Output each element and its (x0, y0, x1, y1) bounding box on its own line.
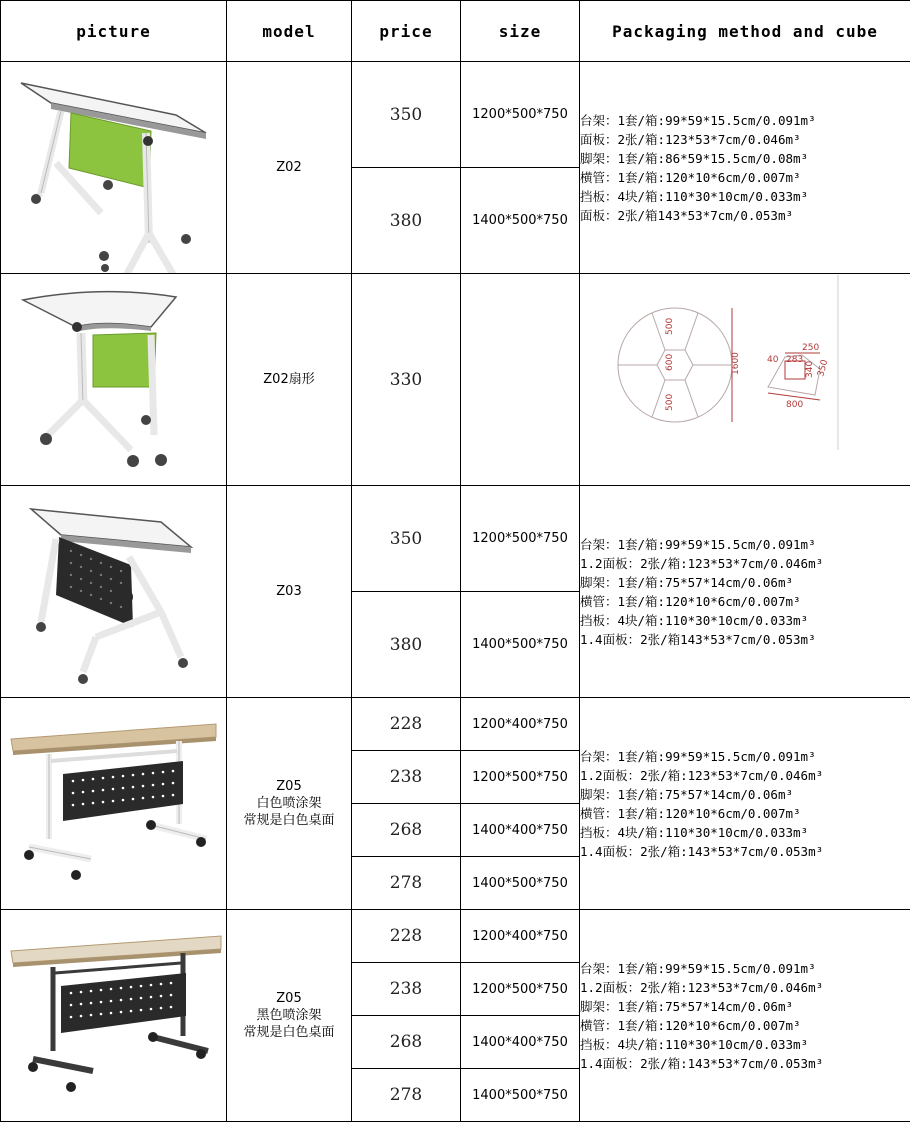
size-cell (461, 274, 580, 486)
folding-table-wood-white-frame-icon (1, 699, 225, 909)
packaging-line: 台架：1套/箱:99*59*15.5cm/0.091m³ (580, 960, 816, 976)
circle-label-bottom: 500 (665, 393, 675, 411)
trap-side-label: 350 (816, 358, 831, 378)
header-model: model (227, 1, 352, 62)
size-cell: 1400*500*750 (461, 857, 580, 910)
price-cell: 330 (352, 274, 461, 486)
folding-table-sector-icon (1, 275, 225, 485)
packaging-line: 台架：1套/箱:99*59*15.5cm/0.091m³ (580, 748, 816, 764)
packaging-line: 挡板：4块/箱:110*30*10cm/0.033m³ (580, 1036, 809, 1052)
product-image-z05-black (1, 910, 227, 1122)
packaging-line: 1.2面板：2张/箱:123*53*7cm/0.046m³ (580, 979, 824, 995)
size-cell: 1200*400*750 (461, 910, 580, 963)
packaging-line: 横管：1套/箱:120*10*6cm/0.007m³ (580, 169, 801, 185)
model-top-color: 常规是白色桌面 (243, 1025, 335, 1040)
model-z02-sector: Z02扇形 (227, 274, 352, 486)
packaging-line: 挡板：4块/箱:110*30*10cm/0.033m³ (580, 612, 809, 628)
packaging-line: 横管：1套/箱:120*10*6cm/0.007m³ (580, 593, 801, 609)
circle-label-mid: 600 (665, 353, 675, 371)
trap-bottom-label: 800 (786, 399, 804, 410)
trap-mid-label: 283 (786, 354, 804, 365)
packaging-z03 (580, 486, 910, 698)
packaging-line: 1.4面板：2张/箱:143*53*7cm/0.053m³ (580, 1055, 824, 1071)
price-cell: 380 (352, 592, 461, 698)
size-cell: 1400*500*750 (461, 168, 580, 274)
size-cell: 1400*400*750 (461, 1016, 580, 1069)
circle-label-top: 500 (665, 317, 675, 335)
header-price: price (352, 1, 461, 62)
model-z02: Z02 (227, 62, 352, 274)
trap-left-label: 40 (767, 354, 779, 365)
size-cell: 1200*500*750 (461, 486, 580, 592)
packaging-line: 横管：1套/箱:120*10*6cm/0.007m³ (580, 805, 801, 821)
size-cell: 1200*500*750 (461, 62, 580, 168)
model-top-color: 常规是白色桌面 (243, 813, 335, 828)
table-row (1, 486, 910, 592)
packaging-line: 1.2面板：2张/箱:123*53*7cm/0.046m³ (580, 767, 824, 783)
size-cell: 1400*500*750 (461, 1069, 580, 1122)
model-z05-white (227, 698, 352, 910)
packaging-line: 1.2面板：2张/箱:123*53*7cm/0.046m³ (580, 555, 824, 571)
diameter-label: 1600 (731, 351, 741, 375)
packaging-line: 1.4面板：2张/箱:143*53*7cm/0.053m³ (580, 843, 824, 859)
trap-height-label: 340 (805, 360, 815, 378)
packaging-z05-white (580, 698, 910, 910)
model-frame-color: 白色喷涂架 (256, 796, 322, 811)
packaging-line: 脚架：1套/箱:75*57*14cm/0.06m³ (580, 574, 794, 590)
packaging-z05-black (580, 910, 910, 1122)
packaging-line: 脚架：1套/箱:75*57*14cm/0.06m³ (580, 786, 794, 802)
table-row (1, 62, 910, 168)
size-cell: 1400*500*750 (461, 592, 580, 698)
packaging-line: 挡板：4块/箱:110*30*10cm/0.033m³ (580, 188, 809, 204)
packaging-line: 面板：2张/箱143*53*7cm/0.053m³ (580, 207, 794, 223)
size-cell: 1200*500*750 (461, 751, 580, 804)
folding-table-black-panel-icon (1, 487, 225, 697)
packaging-line: 台架：1套/箱:99*59*15.5cm/0.091m³ (580, 536, 816, 552)
packaging-line: 脚架：1套/箱:75*57*14cm/0.06m³ (580, 998, 794, 1014)
size-cell: 1200*400*750 (461, 698, 580, 751)
product-image-z03 (1, 486, 227, 698)
packaging-z02 (580, 62, 910, 274)
trap-top-label: 250 (802, 342, 820, 353)
packaging-line: 横管：1套/箱:120*10*6cm/0.007m³ (580, 1017, 801, 1033)
model-frame-color: 黑色喷涂架 (256, 1008, 322, 1023)
header-row (1, 1, 910, 62)
sector-layout-diagram (580, 274, 910, 486)
product-image-z02 (1, 62, 227, 274)
table-row (1, 274, 910, 486)
folding-table-wood-black-frame-icon (1, 911, 225, 1121)
folding-table-green-icon (1, 63, 225, 273)
price-cell: 228 (352, 910, 461, 963)
packaging-line: 脚架：1套/箱:86*59*15.5cm/0.08m³ (580, 150, 809, 166)
price-cell: 278 (352, 1069, 461, 1122)
price-cell: 380 (352, 168, 461, 274)
price-cell: 278 (352, 857, 461, 910)
price-cell: 350 (352, 486, 461, 592)
model-code: Z05 (276, 779, 302, 794)
product-image-z02-sector (1, 274, 227, 486)
table-row (1, 910, 910, 963)
header-packaging: Packaging method and cube (580, 1, 910, 62)
size-cell: 1400*400*750 (461, 804, 580, 857)
packaging-line: 1.4面板：2张/箱143*53*7cm/0.053m³ (580, 631, 816, 647)
header-picture: picture (1, 1, 227, 62)
table-row (1, 698, 910, 751)
model-code: Z05 (276, 991, 302, 1006)
price-cell: 268 (352, 804, 461, 857)
model-z05-black (227, 910, 352, 1122)
sector-layout-diagram-icon (580, 275, 909, 485)
price-cell: 238 (352, 751, 461, 804)
price-cell: 238 (352, 963, 461, 1016)
packaging-line: 台架：1套/箱:99*59*15.5cm/0.091m³ (580, 112, 816, 128)
header-size: size (461, 1, 580, 62)
packaging-line: 挡板：4块/箱:110*30*10cm/0.033m³ (580, 824, 809, 840)
size-cell: 1200*500*750 (461, 963, 580, 1016)
price-cell: 350 (352, 62, 461, 168)
price-cell: 228 (352, 698, 461, 751)
product-image-z05-white (1, 698, 227, 910)
model-z03: Z03 (227, 486, 352, 698)
packaging-line: 面板：2张/箱:123*53*7cm/0.046m³ (580, 131, 801, 147)
price-cell: 268 (352, 1016, 461, 1069)
